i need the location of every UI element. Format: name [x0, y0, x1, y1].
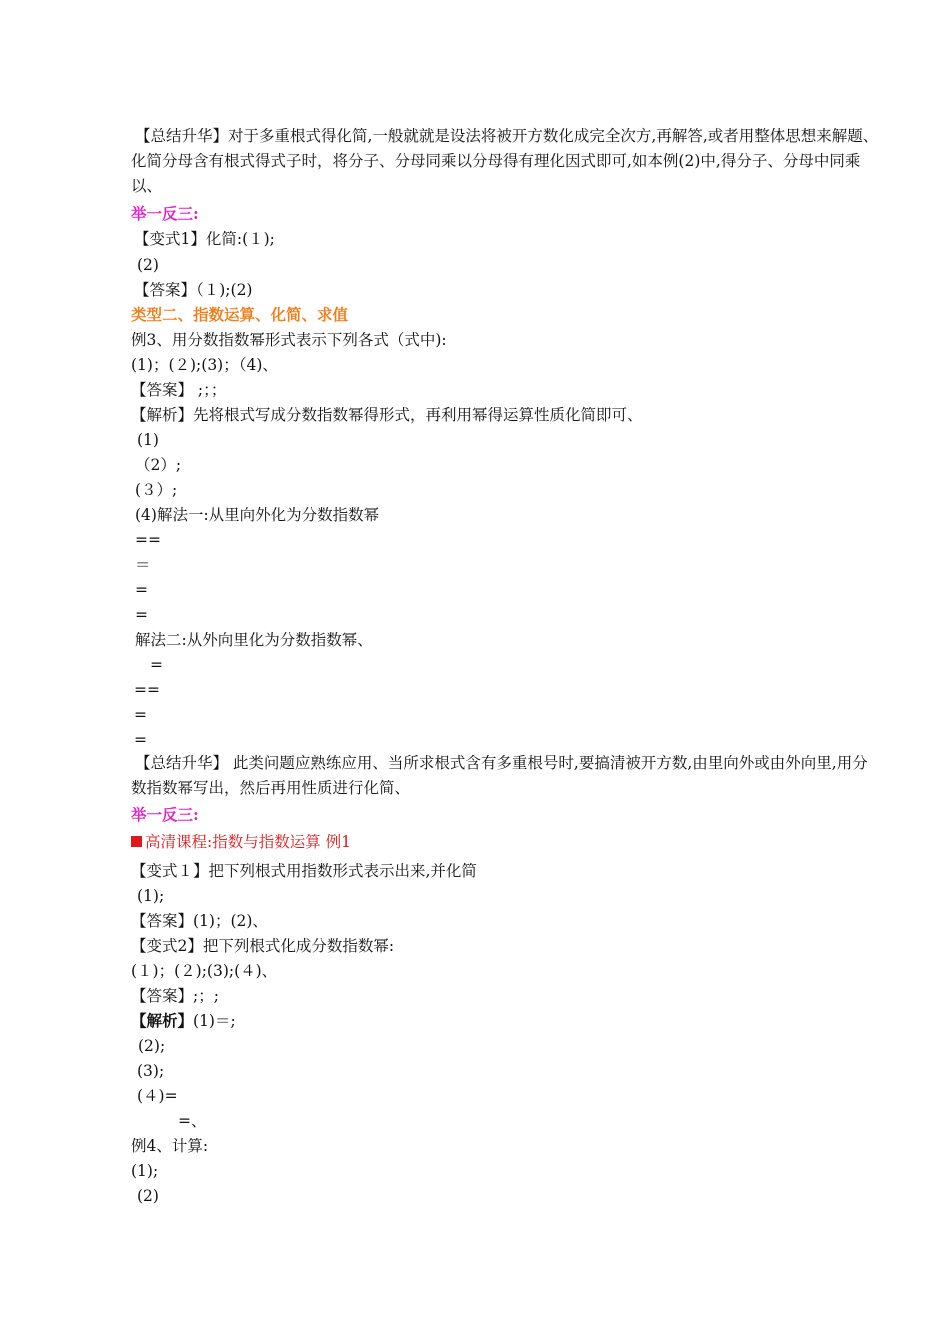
equation-line-3: = — [135, 581, 148, 599]
example-4-item-2: (2) — [137, 1187, 159, 1205]
solution-step-1: (1) — [137, 431, 159, 449]
equation-line-4: = — [135, 606, 148, 624]
analysis-5-step-5: =、 — [178, 1112, 207, 1130]
red-square-icon — [131, 836, 142, 847]
solution-step-2: （2）; — [135, 456, 182, 474]
answer-5: 【答案】;；; — [131, 987, 219, 1005]
variant-1-item-2: (2) — [137, 256, 159, 274]
course-link[interactable] — [131, 832, 351, 852]
solution-step-3: (３）; — [135, 481, 178, 499]
answer-4: 【答案】(1)；(2)、 — [131, 912, 268, 930]
example-3-items: (1)；(２);(3)；（4)、 — [131, 356, 278, 374]
section-heading-practice-1: 举一反三: — [131, 204, 199, 223]
equation-line-5: = — [150, 656, 163, 674]
variant-2-2-items: (１)；(２);(3);(４)、 — [131, 962, 278, 980]
answer-3: 【答案】 ;；； — [131, 381, 227, 399]
variant-2-1-item: (1); — [137, 887, 165, 905]
analysis-5-label: 【解析】 — [131, 1011, 194, 1030]
equation-line-8: = — [134, 731, 147, 749]
example-4-item-1: (1); — [131, 1162, 159, 1180]
course-link-label: 高清课程:指数与指数运算 例1 — [145, 833, 352, 851]
summary-paragraph-2: 【总结升华】 此类问题应熟练应用、当所求根式含有多重根号时,要搞清被开方数,由里向外或由外向里,用分数指数幂写出，然后再用性质进行化简、 — [131, 754, 868, 797]
example-3: 例3、用分数指数幂形式表示下列各式（式中): — [131, 331, 447, 349]
type-2-heading: 类型二、指数运算、化简、求值 — [131, 305, 349, 324]
equation-line-2: ＝ — [135, 556, 151, 574]
analysis-3: 【解析】先将根式写成分数指数幂得形式，再利用幂得运算性质化简即可、 — [131, 406, 643, 424]
equation-line-6: == — [134, 681, 160, 699]
variant-1-line: 【变式1】化简:(１); — [134, 230, 275, 248]
analysis-5-step-4: (４)= — [137, 1087, 178, 1105]
equation-line-1: == — [135, 531, 161, 549]
solution-step-4: (4)解法一:从里向外化为分数指数幂 — [135, 506, 380, 524]
analysis-5-text: (1)＝; — [193, 1012, 236, 1030]
example-4: 例4、计算: — [131, 1137, 209, 1155]
equation-line-7: = — [134, 706, 147, 724]
answer-1: 【答案】（１);(2) — [134, 281, 253, 299]
variant-2-1: 【变式１】把下列根式用指数形式表示出来,并化简 — [131, 862, 477, 880]
section-heading-practice-2: 举一反三: — [131, 805, 199, 824]
analysis-5-step-2: (2); — [138, 1037, 166, 1055]
method-2: 解法二:从外向里化为分数指数幂、 — [135, 631, 373, 649]
analysis-5-step-3: (3); — [137, 1062, 165, 1080]
analysis-5 — [131, 1011, 236, 1031]
summary-paragraph-1: 【总结升华】对于多重根式得化简,一般就就是设法将被开方数化成完全次方,再解答,或者用整体思想来解题、化简分母含有根式得式子时，将分子、分母同乘以分母得有理化因式即可,如本例(2)中,得分子、分母中同乘以、 — [131, 127, 879, 195]
variant-2-2: 【变式2】把下列根式化成分数指数幂: — [131, 937, 395, 955]
